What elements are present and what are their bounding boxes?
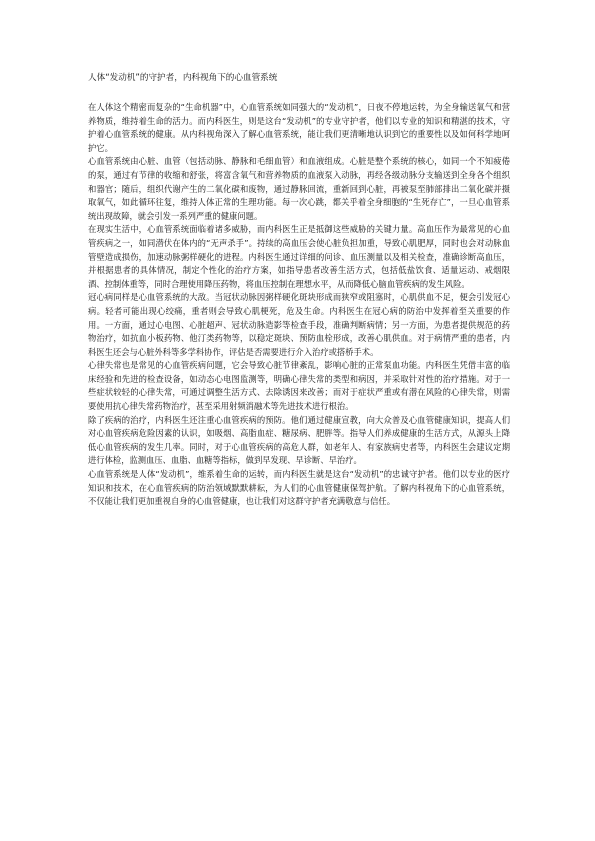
paragraph-coronary-disease: 冠心病同样是心血管系统的大敌。当冠状动脉因粥样硬化斑块形成而狭窄或阻塞时，心肌供血不足，便会引发冠心病。轻者可能出现心绞痛，重者则会导致心肌梗死，危及生命。内科医生在冠心病的防治中发挥着至关重要的作用。一方面，通过心电图、心脏超声、冠状动脉造影等检查手段，准确判断病情；另一方面，为患者提供规范的药物治疗，如抗血小板药物、他汀类药物等，以稳定斑块、预防血栓形成，改善心肌供血。对于病情严重的患者，内科医生还会与心脏外科等多学科协作，评估是否需要进行介入治疗或搭桥手术。 bbox=[88, 292, 510, 357]
paragraph-conclusion: 心血管系统是人体“发动机”，维系着生命的运转，而内科医生就是这台“发动机”的忠诚守护者。他们以专业的医疗知识和技术，在心血管疾病的防治领域默默耕耘，为人们的心血管健康保驾护航。了解内科视角下的心血管系统，不仅能让我们更加重视自身的心血管健康，也让我们对这群守护者充满敬意与信任。 bbox=[88, 469, 510, 507]
paragraph-arrhythmia: 心律失常也是常见的心血管疾病问题，它会导致心脏节律紊乱，影响心脏的正常泵血功能。内科医生凭借丰富的临床经验和先进的检查设备，如动态心电图监测等，明确心律失常的类型和病因，并采取针对性的治疗措施。对于一些症状较轻的心律失常，可通过调整生活方式、去除诱因来改善；而对于症状严重或有潜在风险的心律失常，则需要使用抗心律失常药物治疗，甚至采用射频消融术等先进技术进行根治。 bbox=[88, 360, 510, 412]
document-title: 人体“发动机”的守护者，内科视角下的心血管系统 bbox=[88, 73, 278, 83]
paragraph-prevention: 除了疾病的治疗，内科医生还注重心血管疾病的预防。他们通过健康宣教，向大众普及心血管健康知识，提高人们对心血管疾病危险因素的认识，如吸烟、高脂血症、糖尿病、肥胖等。指导人们养成健康的生活方式，从源头上降低心血管疾病的发生几率。同时，对于心血管疾病的高危人群，如老年人、有家族病史者等，内科医生会建议定期进行体检，监测血压、血脂、血糖等指标，做到早发现、早诊断、早治疗。 bbox=[88, 414, 510, 466]
paragraph-system-structure: 心血管系统由心脏、血管（包括动脉、静脉和毛细血管）和血液组成。心脏是整个系统的核心，如同一个不知疲倦的泵，通过有节律的收缩和舒张，将富含氧气和营养物质的血液泵入动脉，再经各级动脉分支输送到全身各个组织和器官；随后，组织代谢产生的二氧化碳和废物，通过静脉回流，重新回到心脏，再被泵至肺部排出二氧化碳并摄取氧气，如此循环往复，维持人体正常的生理功能。每一次心跳，都关乎着全身细胞的“生死存亡”，一旦心血管系统出现故障，就会引发一系列严重的健康问题。 bbox=[88, 156, 510, 221]
paragraph-hypertension: 在现实生活中，心血管系统面临着诸多威胁，而内科医生正是抵御这些威胁的关键力量。高血压作为最常见的心血管疾病之一，如同潜伏在体内的“无声杀手”。持续的高血压会使心脏负担加重，导致心肌肥厚，同时也会对动脉血管壁造成损伤，加速动脉粥样硬化的进程。内科医生通过详细的问诊、血压测量以及相关检查，准确诊断高血压，并根据患者的具体情况，制定个性化的治疗方案，如指导患者改善生活方式，包括低盐饮食、适量运动、戒烟限酒、控制体重等，同时合理使用降压药物，将血压控制在理想水平，从而降低心脑血管疾病的发生风险。 bbox=[88, 224, 510, 289]
document-page bbox=[88, 72, 510, 509]
paragraph-intro: 在人体这个精密而复杂的“生命机器”中，心血管系统如同强大的“发动机”，日夜不停地运转，为全身输送氧气和营养物质，维持着生命的活力。而内科医生，则是这台“发动机”的专业守护者，他们以专业的知识和精湛的技术，守护着心血管系统的健康。从内科视角深入了解心血管系统，能让我们更清晰地认识到它的重要性以及如何科学地呵护它。 bbox=[88, 102, 510, 153]
